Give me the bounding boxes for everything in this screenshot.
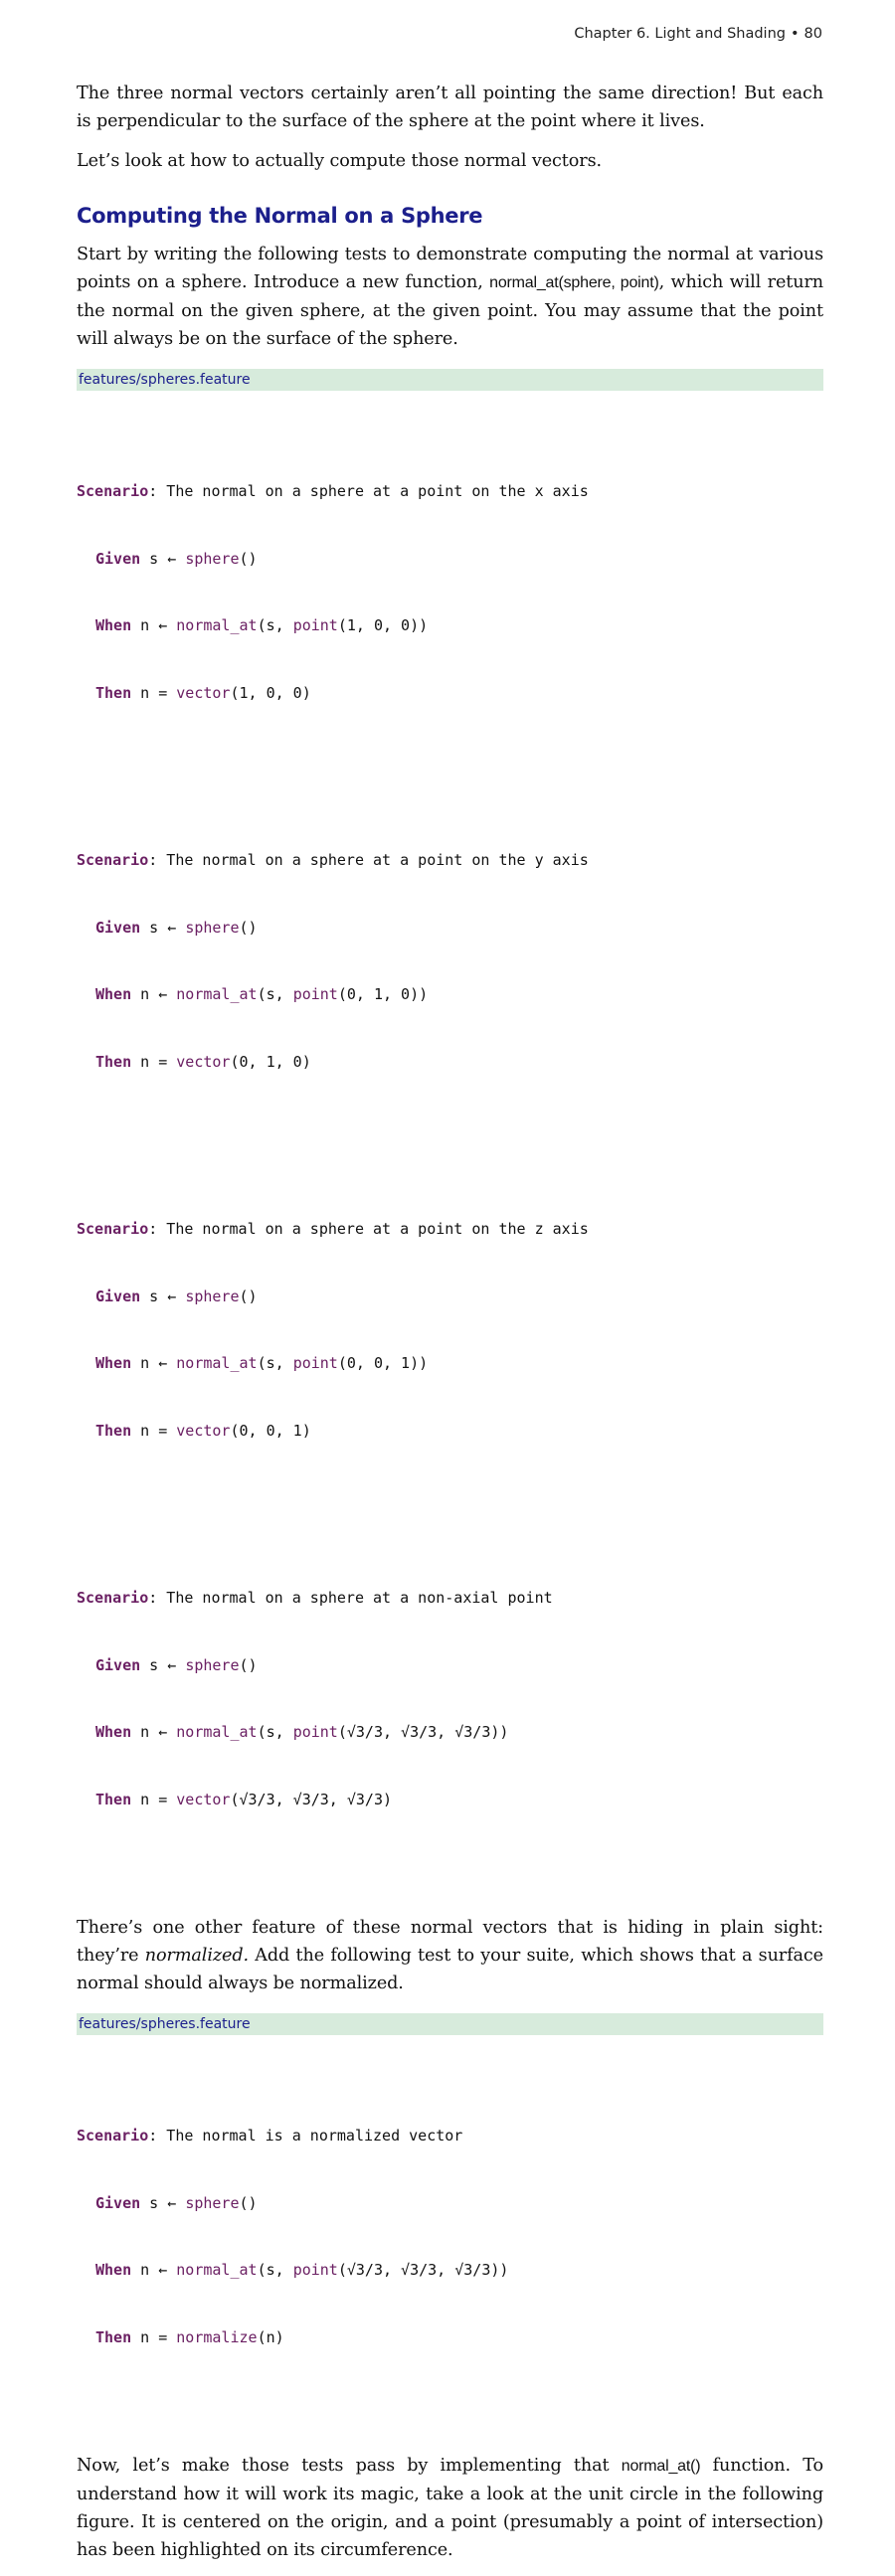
given-line (77, 2192, 823, 2215)
scenario-block (77, 1542, 823, 1855)
then-keyword: Then (95, 683, 132, 702)
code-text: () (239, 2193, 258, 2212)
code-text: (s, (257, 616, 293, 634)
header-bullet: • (790, 26, 800, 42)
function-name: normal_at (176, 1354, 258, 1372)
scenario-title: : The normal on a sphere at a point on the x axis (148, 482, 589, 500)
section-heading: Computing the Normal on a Sphere (77, 204, 483, 228)
function-name: normal_at (176, 616, 258, 634)
function-name: normal_at (176, 1723, 258, 1741)
section-paragraph (77, 241, 823, 353)
code-text: () (239, 918, 258, 937)
then-keyword: Then (95, 1052, 132, 1071)
closing-paragraph (77, 2452, 823, 2564)
then-line (77, 1051, 823, 1074)
code-text: () (239, 549, 258, 568)
code-text: s ← (140, 2193, 186, 2212)
code-text: n ← (131, 616, 177, 634)
when-keyword: When (95, 2261, 132, 2279)
when-line (77, 2259, 823, 2282)
scenario-block (77, 1173, 823, 1486)
listing-2-filename: features/spheres.feature (77, 2013, 823, 2035)
then-line (77, 1420, 823, 1443)
closing-text-before: Now, let’s make those tests pass by implementing that (77, 2456, 622, 2476)
middle-text-italic: normalized. (144, 1946, 249, 1966)
given-keyword: Given (95, 918, 141, 937)
function-name: sphere (185, 1287, 240, 1305)
section-text-after: , which will return the normal on the given sphere, at the given point. You may assume that the point will always be on the surface of the sphere. (77, 272, 823, 349)
scenario-keyword: Scenario (77, 851, 149, 869)
code-text: n = (131, 683, 177, 702)
inline-code-normal-at: normal_at(sphere, point) (489, 274, 659, 291)
section-text-before: Start by writing the following tests to demonstrate computing the normal at various points on a sphere. Introduce a new function, (77, 245, 823, 292)
when-line (77, 1721, 823, 1744)
code-text: (1, 0, 0)) (337, 616, 429, 634)
then-line (77, 1789, 823, 1811)
scenario-title: : The normal on a sphere at a point on the z axis (148, 1220, 589, 1238)
code-text: n = (131, 1421, 177, 1440)
scenario-block (77, 2080, 823, 2393)
code-text: (s, (257, 985, 293, 1003)
scenario-line (77, 849, 823, 872)
given-line (77, 1286, 823, 1308)
scenario-line (77, 480, 823, 503)
listing-1-filename: features/spheres.feature (77, 369, 823, 391)
code-text: n = (131, 1790, 177, 1808)
function-name: vector (176, 1421, 231, 1440)
code-text: (√3/3, √3/3, √3/3) (230, 1790, 393, 1808)
given-line (77, 548, 823, 571)
code-text: (0, 0, 1)) (337, 1354, 429, 1372)
code-text: (√3/3, √3/3, √3/3)) (337, 2261, 509, 2279)
code-text: (n) (257, 2327, 284, 2346)
code-text: (s, (257, 1354, 293, 1372)
code-text: () (239, 1287, 258, 1305)
when-keyword: When (95, 985, 132, 1003)
when-line (77, 1352, 823, 1375)
scenario-title: : The normal is a normalized vector (148, 2127, 463, 2145)
code-text: (0, 1, 0)) (337, 985, 429, 1003)
code-text: (√3/3, √3/3, √3/3)) (337, 1723, 509, 1741)
function-name: normal_at (176, 985, 258, 1003)
scenario-block (77, 804, 823, 1117)
running-header (574, 26, 822, 42)
function-name: sphere (185, 1655, 240, 1674)
given-keyword: Given (95, 1287, 141, 1305)
code-text: s ← (140, 1287, 186, 1305)
when-line (77, 983, 823, 1006)
scenario-line (77, 2125, 823, 2147)
scenario-keyword: Scenario (77, 482, 149, 500)
when-line (77, 614, 823, 637)
scenario-line (77, 1218, 823, 1241)
intro-paragraph-1: The three normal vectors certainly aren’t all pointing the same direction! But each is perpendicular to the surface of the sphere at the point where it lives. (77, 84, 823, 131)
code-text: n = (131, 2327, 177, 2346)
inline-code-normal-at-fn: normal_at() (621, 2458, 701, 2475)
function-name: point (292, 1354, 338, 1372)
chapter-title: Chapter 6. Light and Shading (574, 26, 786, 42)
then-line (77, 682, 823, 705)
code-text: (0, 0, 1) (230, 1421, 311, 1440)
code-text: n = (131, 1052, 177, 1071)
given-line (77, 1654, 823, 1677)
function-name: vector (176, 683, 231, 702)
page-content (77, 80, 823, 2576)
function-name: vector (176, 1790, 231, 1808)
scenario-block (77, 435, 823, 749)
function-name: sphere (185, 2193, 240, 2212)
scenario-keyword: Scenario (77, 1220, 149, 1238)
given-keyword: Given (95, 2193, 141, 2212)
function-name: normalize (176, 2327, 258, 2346)
given-keyword: Given (95, 1655, 141, 1674)
function-name: sphere (185, 549, 240, 568)
code-text: (0, 1, 0) (230, 1052, 311, 1071)
code-text: n ← (131, 985, 177, 1003)
then-keyword: Then (95, 1790, 132, 1808)
code-text: (s, (257, 2261, 293, 2279)
code-text: s ← (140, 1655, 186, 1674)
listing-2-code (77, 2035, 823, 2438)
when-keyword: When (95, 616, 132, 634)
function-name: point (292, 985, 338, 1003)
code-text: n ← (131, 1354, 177, 1372)
code-text: s ← (140, 918, 186, 937)
closing-text-after: function. To understand how it will work its magic, take a look at the unit circle in the following figure. It is centered on the origin, and a point (presumably a point of intersection) has been highlighted on its circumference. (77, 2456, 823, 2560)
function-name: sphere (185, 918, 240, 937)
code-text: (s, (257, 1723, 293, 1741)
given-keyword: Given (95, 549, 141, 568)
middle-paragraph (77, 1914, 823, 1997)
middle-text-before: There’s one other feature of these normal vectors that is hiding in plain sight: they’re (77, 1918, 823, 1966)
function-name: vector (176, 1052, 231, 1071)
middle-text-after: Add the following test to your suite, which shows that a surface normal should always be normalized. (77, 1946, 823, 1993)
code-text: () (239, 1655, 258, 1674)
intro-paragraph-2: Let’s look at how to actually compute those normal vectors. (77, 151, 602, 171)
code-text: n ← (131, 1723, 177, 1741)
when-keyword: When (95, 1723, 132, 1741)
scenario-title: : The normal on a sphere at a non-axial point (148, 1589, 553, 1607)
then-keyword: Then (95, 2327, 132, 2346)
scenario-title: : The normal on a sphere at a point on the y axis (148, 851, 589, 869)
then-keyword: Then (95, 1421, 132, 1440)
code-text: n ← (131, 2261, 177, 2279)
function-name: normal_at (176, 2261, 258, 2279)
code-text: s ← (140, 549, 186, 568)
code-text: (1, 0, 0) (230, 683, 311, 702)
function-name: point (292, 2261, 338, 2279)
scenario-keyword: Scenario (77, 1589, 149, 1607)
given-line (77, 917, 823, 940)
function-name: point (292, 616, 338, 634)
scenario-line (77, 1587, 823, 1610)
function-name: point (292, 1723, 338, 1741)
page-number: 80 (804, 26, 822, 42)
then-line (77, 2326, 823, 2349)
when-keyword: When (95, 1354, 132, 1372)
listing-1-code (77, 391, 823, 1900)
scenario-keyword: Scenario (77, 2127, 149, 2145)
